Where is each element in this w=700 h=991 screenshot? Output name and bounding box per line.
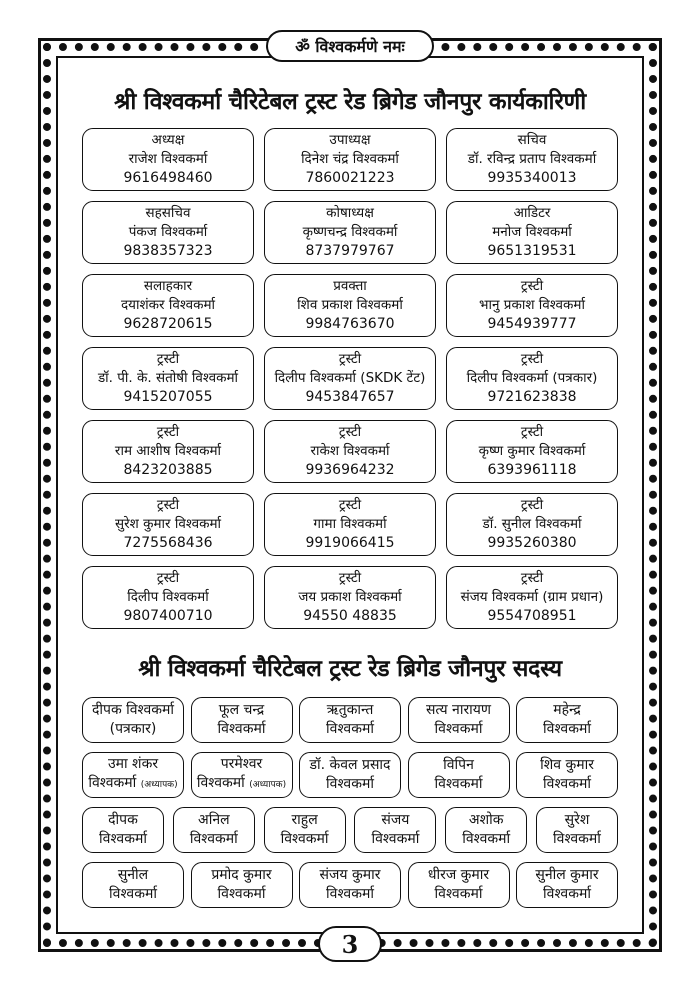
member-role: ट्रस्टी — [520, 497, 544, 513]
member-card — [516, 697, 618, 743]
member-name-line2: विश्वकर्मा — [434, 776, 483, 792]
member-name-line2-wrap — [281, 830, 329, 849]
member-name-line2-wrap — [543, 775, 591, 794]
executive-card — [264, 347, 436, 410]
member-phone: 8423203885 — [123, 462, 213, 478]
member-phone: 8737979767 — [305, 243, 395, 259]
member-name: डॉ. रविन्द्र प्रताप विश्वकर्मा — [467, 151, 597, 167]
member-role: ट्रस्टी — [338, 570, 362, 586]
member-role: ट्रस्टी — [156, 424, 180, 440]
executive-card — [82, 128, 254, 191]
executive-card — [446, 493, 618, 556]
member-name-line2: विश्वकर्मा — [326, 886, 374, 902]
member-name-line2: विश्वकर्मा — [217, 721, 266, 737]
member-role: ट्रस्टी — [156, 570, 180, 586]
member-role: ट्रस्टी — [156, 351, 180, 367]
member-phone: 9919066415 — [305, 535, 395, 551]
member-name-line2-wrap — [218, 885, 266, 904]
member-name-line2-wrap — [109, 885, 157, 904]
executive-card — [446, 128, 618, 191]
members-row — [82, 862, 618, 908]
member-name-line2: विश्वकर्मा — [109, 886, 157, 902]
member-tag: (अध्यापक) — [140, 780, 178, 790]
member-role: ट्रस्टी — [338, 497, 362, 513]
member-role: सहसचिव — [145, 205, 191, 221]
member-name-line1: सुनील कुमार — [535, 867, 599, 883]
member-name-line1: अनिल — [198, 812, 230, 828]
member-name: सुरेश कुमार विश्वकर्मा — [114, 516, 222, 532]
executive-card — [446, 566, 618, 629]
member-phone: 9453847657 — [305, 389, 395, 405]
member-name-line1: उमा शंकर — [107, 756, 159, 772]
member-name: डॉ. पी. के. संतोषी विश्वकर्मा — [97, 370, 239, 386]
member-name: संजय विश्वकर्मा (ग्राम प्रधान) — [460, 589, 604, 605]
member-name-line2: विश्वकर्मा — [543, 886, 591, 902]
executive-card — [264, 201, 436, 264]
member-name-line1: संजय — [381, 812, 410, 828]
member-name-line2-wrap — [197, 774, 286, 795]
member-name-line2: विश्वकर्मा — [189, 831, 238, 847]
member-name-line2-wrap — [88, 774, 177, 795]
executive-card — [82, 347, 254, 410]
member-name: जय प्रकाश विश्वकर्मा — [298, 589, 402, 605]
member-name-line2: विश्वकर्मा — [326, 776, 374, 792]
member-name-line2-wrap — [462, 830, 510, 849]
member-name: दयाशंकर विश्वकर्मा — [120, 297, 216, 313]
member-name-line2-wrap — [326, 885, 374, 904]
member-role: सचिव — [517, 132, 547, 148]
member-name: राम आशीष विश्वकर्मा — [114, 443, 222, 459]
member-name-line2-wrap — [326, 720, 374, 739]
member-phone: 9454939777 — [487, 316, 577, 332]
member-name: भानु प्रकाश विश्वकर्मा — [479, 297, 585, 313]
member-name-line1: सत्य नारायण — [425, 702, 492, 718]
member-card — [82, 862, 184, 908]
member-card — [191, 752, 293, 798]
member-card — [191, 697, 293, 743]
member-phone: 9936964232 — [305, 462, 395, 478]
member-role: ट्रस्टी — [338, 351, 362, 367]
executive-card — [82, 201, 254, 264]
member-name-line1: दीपक — [108, 812, 138, 828]
member-name-line1: फूल चन्द्र — [218, 702, 265, 718]
member-name-line1: सुनील — [117, 867, 149, 883]
member-name-line2-wrap — [435, 885, 483, 904]
member-name-line2: विश्वकर्मा — [280, 831, 329, 847]
member-phone: 9651319531 — [487, 243, 577, 259]
member-card — [408, 697, 510, 743]
member-name: दिलीप विश्वकर्मा — [127, 589, 209, 605]
member-name-line1: संजय कुमार — [319, 867, 381, 883]
member-role: ट्रस्टी — [520, 351, 544, 367]
member-name-line1: शिव कुमार — [540, 757, 594, 773]
member-role: अध्यक्ष — [151, 132, 185, 148]
member-name-line1: विपिन — [443, 757, 474, 773]
member-role: ट्रस्टी — [156, 497, 180, 513]
executive-card — [264, 274, 436, 337]
member-name: पंकज विश्वकर्मा — [128, 224, 208, 240]
om-banner: ॐ विश्वकर्मणे नमः — [266, 30, 434, 62]
member-name-line2: विश्वकर्मा — [543, 721, 591, 737]
member-name-line2: विश्वकर्मा — [99, 831, 147, 847]
member-name-line2-wrap — [110, 720, 157, 739]
member-name-line1: ऋतुकान्त — [326, 702, 374, 718]
member-card — [264, 807, 346, 853]
member-name-line2-wrap — [435, 720, 483, 739]
executive-grid — [82, 128, 618, 629]
member-phone: 9415207055 — [123, 389, 213, 405]
member-card — [536, 807, 618, 853]
member-name-line2-wrap — [99, 830, 147, 849]
member-name-line2: (पत्रकार) — [109, 721, 157, 737]
member-name-line2: विश्वकर्मा — [196, 775, 245, 791]
member-phone: 9616498460 — [123, 170, 213, 186]
member-card — [299, 752, 401, 798]
member-phone: 7275568436 — [123, 535, 213, 551]
member-card — [445, 807, 527, 853]
member-phone: 9628720615 — [123, 316, 213, 332]
member-role: प्रवक्ता — [333, 278, 367, 294]
member-name-line2-wrap — [435, 775, 483, 794]
members-grid — [82, 697, 618, 908]
member-name: कृष्णचन्द्र विश्वकर्मा — [302, 224, 398, 240]
executive-heading: श्री विश्वकर्मा चैरिटेबल ट्रस्ट रेड ब्रिगेड जौनपुर कार्यकारिणी — [114, 89, 586, 115]
member-name: शिव प्रकाश विश्वकर्मा — [297, 297, 403, 313]
member-role: ट्रस्टी — [338, 424, 362, 440]
member-phone: 9807400710 — [123, 608, 213, 624]
executive-card — [264, 493, 436, 556]
member-name-line1: महेन्द्र — [553, 702, 581, 718]
member-phone: 7860021223 — [305, 170, 395, 186]
member-name-line1: डॉ. केवल प्रसाद — [309, 757, 391, 773]
member-phone: 9554708951 — [487, 608, 577, 624]
member-name-line2: विश्वकर्मा — [326, 721, 374, 737]
member-role: आडिटर — [513, 205, 551, 221]
member-name: कृष्ण कुमार विश्वकर्मा — [478, 443, 586, 459]
member-phone: 9984763670 — [305, 316, 395, 332]
executive-card — [264, 128, 436, 191]
member-card — [516, 752, 618, 798]
member-name-line1: परमेश्वर — [220, 756, 263, 772]
member-name-line1: सुरेश — [564, 812, 590, 828]
member-role: ट्रस्टी — [520, 570, 544, 586]
executive-card — [264, 420, 436, 483]
member-name-line2-wrap — [543, 720, 591, 739]
member-name: डॉ. सुनील विश्वकर्मा — [482, 516, 582, 532]
member-role: ट्रस्टी — [520, 424, 544, 440]
members-row — [82, 807, 618, 853]
member-name-line2: विश्वकर्मा — [434, 886, 483, 902]
members-row — [82, 697, 618, 743]
member-name-line2: विश्वकर्मा — [462, 831, 511, 847]
executive-card — [446, 347, 618, 410]
member-name-line2: विश्वकर्मा — [553, 831, 601, 847]
member-name-line2-wrap — [190, 830, 238, 849]
member-name-line2: विश्वकर्मा — [434, 721, 483, 737]
executive-card — [446, 420, 618, 483]
member-card — [408, 752, 510, 798]
member-card — [299, 697, 401, 743]
member-name: मनोज विश्वकर्मा — [492, 224, 572, 240]
member-name: दिलीप विश्वकर्मा (पत्रकार) — [466, 370, 598, 386]
member-name-line2-wrap — [326, 775, 374, 794]
member-name-line2-wrap — [218, 720, 266, 739]
member-card — [516, 862, 618, 908]
member-name-line2: विश्वकर्मा — [371, 831, 420, 847]
member-card — [408, 862, 510, 908]
member-tag: (अध्यापक) — [249, 780, 287, 790]
member-role: उपाध्यक्ष — [329, 132, 371, 148]
member-phone: 9721623838 — [487, 389, 577, 405]
member-name-line2: विश्वकर्मा — [88, 775, 137, 791]
member-card — [82, 697, 184, 743]
executive-card — [82, 493, 254, 556]
executive-card — [82, 566, 254, 629]
member-phone: 9838357323 — [123, 243, 213, 259]
member-role: कोषाध्यक्ष — [326, 205, 374, 221]
executive-card — [264, 566, 436, 629]
member-card — [191, 862, 293, 908]
member-role: ट्रस्टी — [520, 278, 544, 294]
member-phone: 6393961118 — [487, 462, 577, 478]
member-phone: 94550 48835 — [303, 608, 397, 624]
executive-card — [82, 420, 254, 483]
member-name-line1: प्रमोद कुमार — [211, 867, 272, 883]
member-name: राकेश विश्वकर्मा — [310, 443, 390, 459]
member-role: सलाहकार — [143, 278, 193, 294]
members-heading: श्री विश्वकर्मा चैरिटेबल ट्रस्ट रेड ब्रिगेड जौनपुर सदस्य — [138, 656, 562, 682]
member-card — [173, 807, 255, 853]
member-name: गामा विश्वकर्मा — [313, 516, 387, 532]
executive-card — [446, 274, 618, 337]
member-name: राजेश विश्वकर्मा — [128, 151, 208, 167]
member-card — [354, 807, 436, 853]
page-number: 3 — [318, 926, 382, 962]
member-name-line1: अशोक — [468, 812, 504, 828]
member-card — [82, 752, 184, 798]
member-name-line1: धीरज कुमार — [427, 867, 490, 883]
members-row — [82, 752, 618, 798]
member-name-line2-wrap — [543, 885, 591, 904]
member-name: दिलीप विश्वकर्मा (SKDK टेंट) — [274, 370, 426, 386]
member-name-line1: दीपक विश्वकर्मा — [91, 702, 175, 718]
member-name-line2-wrap — [553, 830, 601, 849]
member-card — [82, 807, 164, 853]
member-name-line1: राहुल — [291, 812, 318, 828]
member-name-line2: विश्वकर्मा — [543, 776, 591, 792]
member-phone: 9935260380 — [487, 535, 577, 551]
member-card — [299, 862, 401, 908]
member-name-line2: विश्वकर्मा — [217, 886, 266, 902]
executive-card — [446, 201, 618, 264]
member-name-line2-wrap — [371, 830, 419, 849]
member-phone: 9935340013 — [487, 170, 577, 186]
executive-card — [82, 274, 254, 337]
member-name: दिनेश चंद्र विश्वकर्मा — [301, 151, 399, 167]
